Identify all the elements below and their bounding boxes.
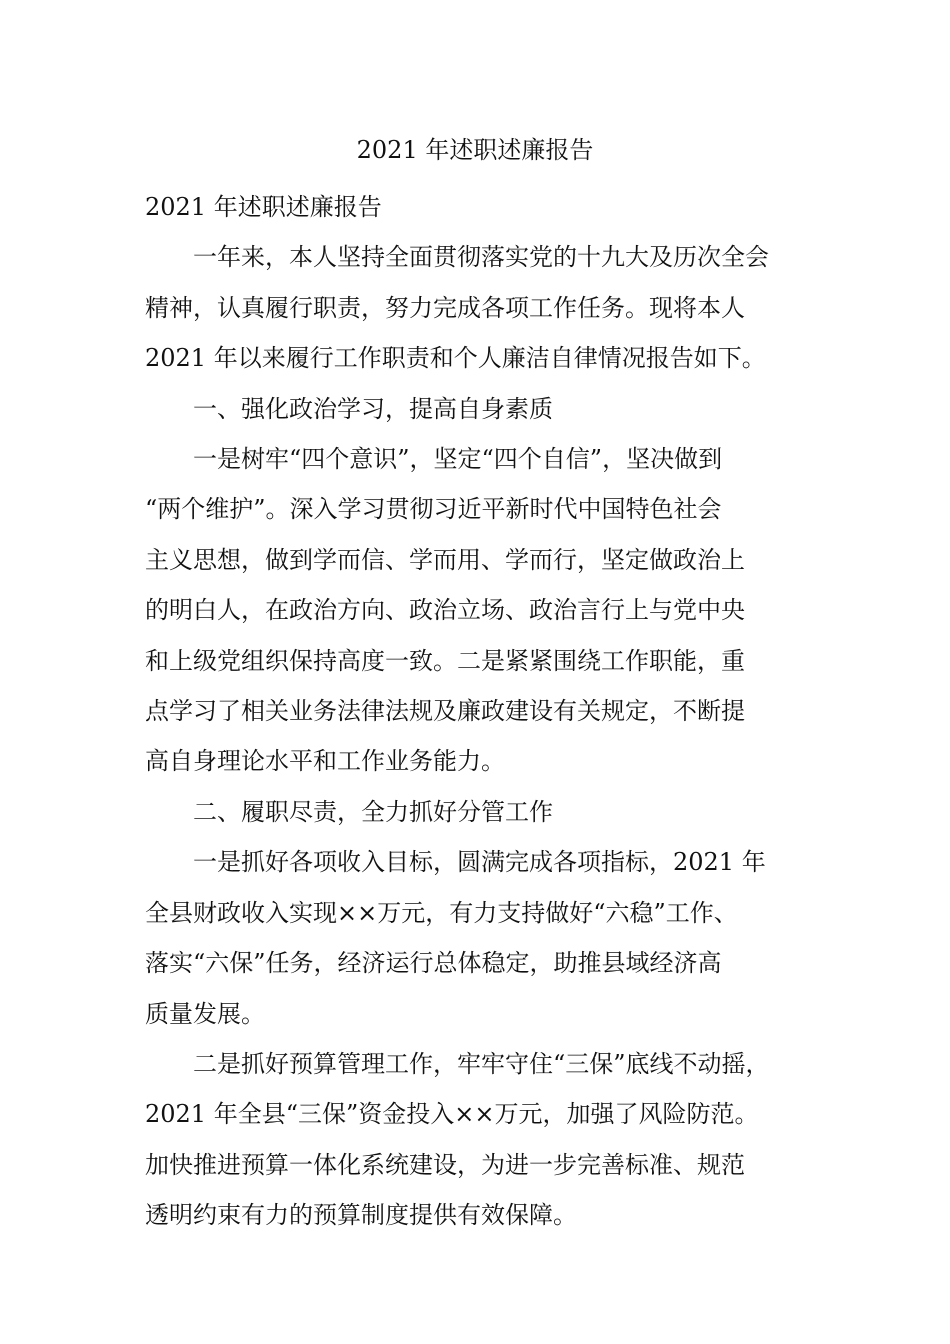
text-line: 一是抓好各项收入目标，圆满完成各项指标，2021 年 bbox=[193, 848, 766, 877]
text-line: 的明白人，在政治方向、政治立场、政治言行上与党中央 bbox=[145, 596, 745, 625]
document-subtitle: 2021 年述职述廉报告 bbox=[145, 193, 382, 221]
text-line: 二、履职尽责，全力抓好分管工作 bbox=[193, 797, 553, 826]
text-line: 主义思想，做到学而信、学而用、学而行，坚定做政治上 bbox=[145, 545, 745, 574]
paragraph-budget bbox=[145, 1039, 815, 1241]
section-heading-1 bbox=[145, 384, 815, 434]
text-line: 精神，认真履行职责，努力完成各项工作任务。现将本人 bbox=[145, 293, 745, 322]
text-line: 加快推进预算一体化系统建设，为进一步完善标准、规范 bbox=[145, 1150, 745, 1179]
document-title: 2021 年述职述廉报告 bbox=[356, 136, 594, 164]
text-line: 二是抓好预算管理工作，牢牢守住“三保”底线不动摇， bbox=[193, 1049, 770, 1078]
text-line: 2021 年全县“三保”资金投入××万元，加强了风险防范。 bbox=[145, 1100, 759, 1129]
text-line: “两个维护”。深入学习贯彻习近平新时代中国特色社会 bbox=[145, 495, 722, 524]
paragraph-intro bbox=[145, 232, 815, 383]
text-line: 透明约束有力的预算制度提供有效保障。 bbox=[145, 1201, 577, 1230]
text-line: 高自身理论水平和工作业务能力。 bbox=[145, 747, 505, 776]
text-line: 一、强化政治学习，提高自身素质 bbox=[193, 394, 553, 423]
paragraph-revenue bbox=[145, 837, 815, 1039]
section-heading-2 bbox=[145, 787, 815, 837]
document-body bbox=[145, 182, 815, 1241]
text-line: 2021 年以来履行工作职责和个人廉洁自律情况报告如下。 bbox=[145, 344, 766, 373]
text-line: 一是树牢“四个意识”，坚定“四个自信”，坚决做到 bbox=[193, 445, 723, 474]
paragraph-political-study bbox=[145, 434, 815, 787]
text-line: 质量发展。 bbox=[145, 999, 265, 1028]
text-line: 和上级党组织保持高度一致。二是紧紧围绕工作职能，重 bbox=[145, 646, 745, 675]
text-line: 全县财政收入实现××万元，有力支持做好“六稳”工作、 bbox=[145, 898, 738, 927]
text-line: 落实“六保”任务，经济运行总体稳定，助推县域经济高 bbox=[145, 949, 722, 978]
text-line: 点学习了相关业务法律法规及廉政建设有关规定，不断提 bbox=[145, 697, 745, 726]
text-line: 一年来，本人坚持全面贯彻落实党的十九大及历次全会 bbox=[193, 243, 769, 272]
